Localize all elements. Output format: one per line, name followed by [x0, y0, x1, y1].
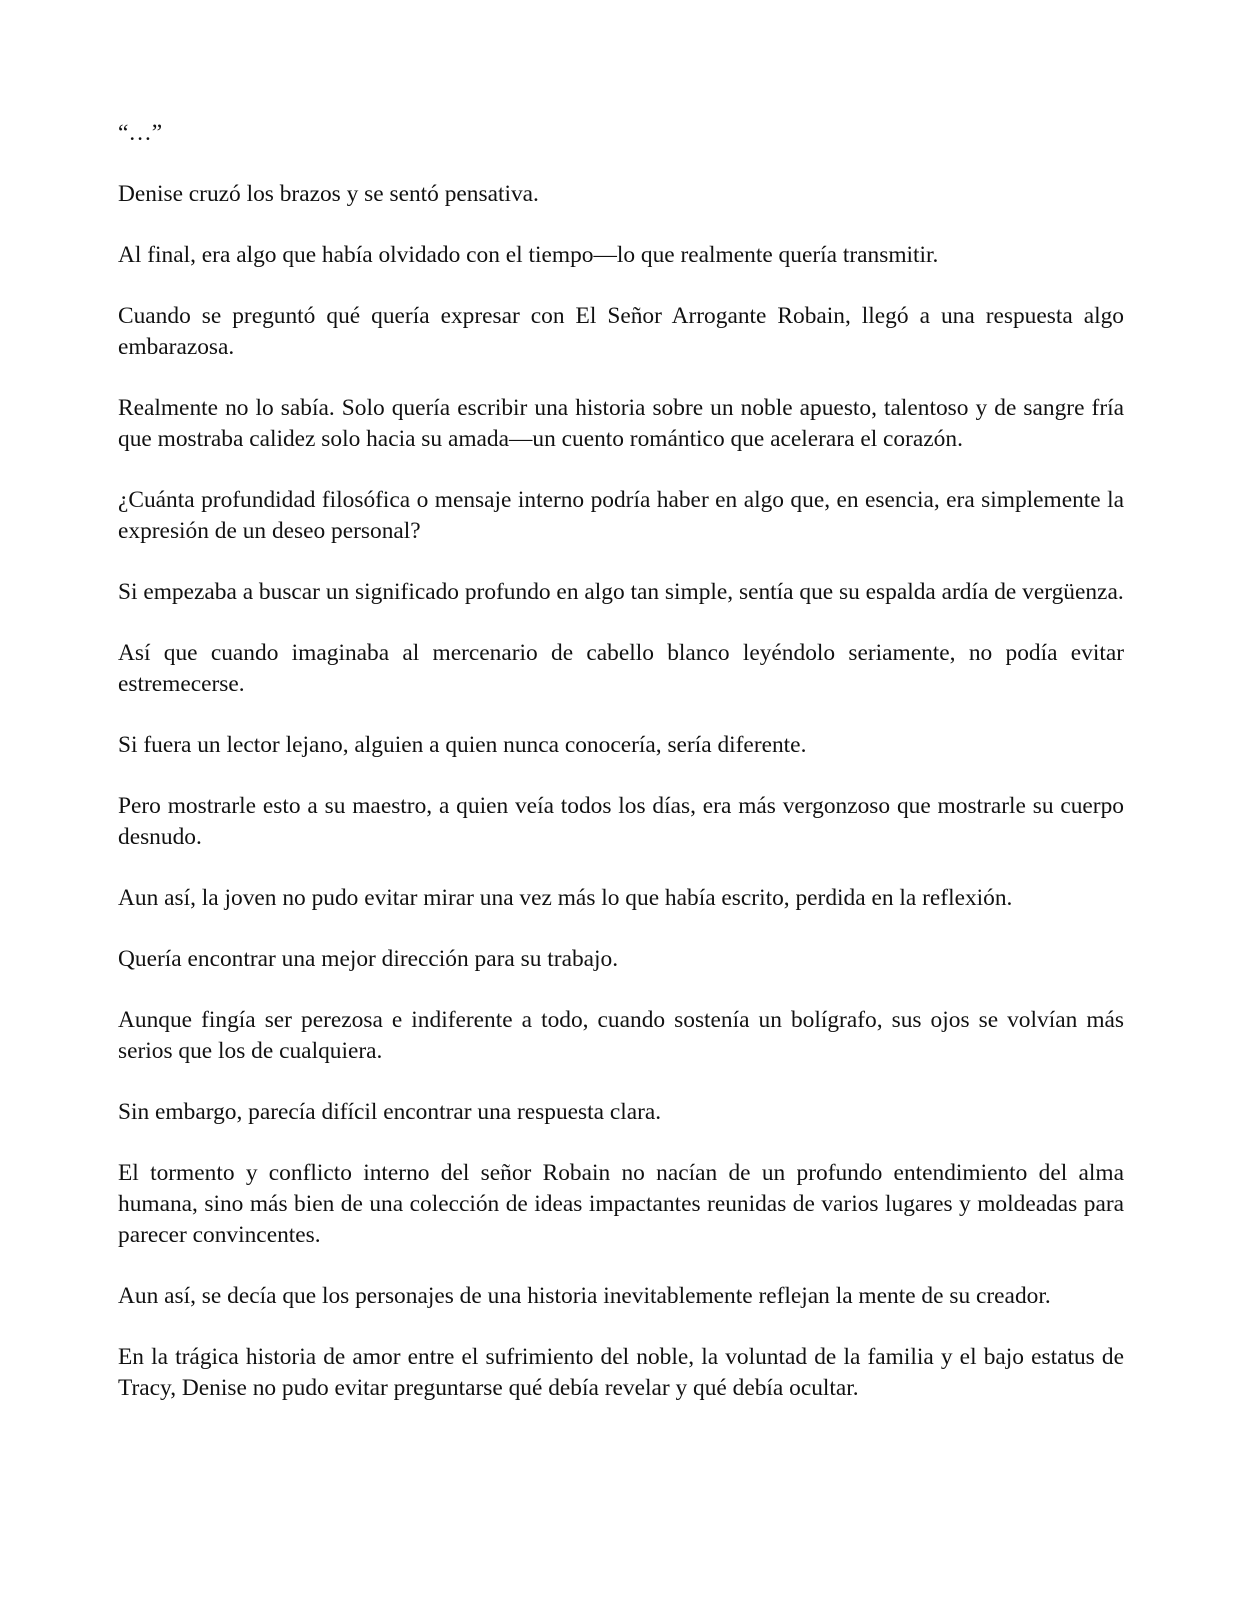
paragraph: Denise cruzó los brazos y se sentó pensativa. — [118, 181, 539, 207]
paragraph: Así que cuando imaginaba al mercenario de cabello blanco leyéndolo seriamente, no podía evitar estremecerse. — [118, 640, 1124, 697]
paragraph: En la trágica historia de amor entre el sufrimiento del noble, la voluntad de la familia y el bajo estatus de Tracy, Denise no pudo evitar preguntarse qué debía revelar y qué debía ocultar. — [118, 1344, 1124, 1401]
paragraph: Quería encontrar una mejor dirección para su trabajo. — [118, 946, 619, 972]
paragraph: Aunque fingía ser perezosa e indiferente a todo, cuando sostenía un bolígrafo, sus ojos se volvían más serios que los de cualquiera. — [118, 1007, 1124, 1064]
paragraph: Aun así, la joven no pudo evitar mirar una vez más lo que había escrito, perdida en la reflexión. — [118, 885, 1013, 911]
paragraph: ¿Cuánta profundidad filosófica o mensaje interno podría haber en algo que, en esencia, era simplemente la expresión de un deseo personal? — [118, 487, 1124, 544]
paragraph: Realmente no lo sabía. Solo quería escribir una historia sobre un noble apuesto, talentoso y de sangre fría que mostraba calidez solo hacia su amada—un cuento romántico que acelerara el corazón. — [118, 395, 1124, 452]
paragraph: Cuando se preguntó qué quería expresar con El Señor Arrogante Robain, llegó a una respuesta algo embarazosa. — [118, 303, 1124, 360]
paragraph: Pero mostrarle esto a su maestro, a quien veía todos los días, era más vergonzoso que mostrarle su cuerpo desnudo. — [118, 793, 1124, 850]
paragraph: “…” — [118, 120, 163, 146]
paragraph: Si empezaba a buscar un significado profundo en algo tan simple, sentía que su espalda ardía de vergüenza. — [118, 579, 1124, 605]
paragraph: Al final, era algo que había olvidado con el tiempo—lo que realmente quería transmitir. — [118, 242, 939, 268]
paragraph: Aun así, se decía que los personajes de una historia inevitablemente reflejan la mente de su creador. — [118, 1283, 1051, 1309]
document-body — [118, 118, 1124, 1434]
paragraph: El tormento y conflicto interno del señor Robain no nacían de un profundo entendimiento del alma humana, sino más bien de una colección de ideas impactantes reunidas de varios lugares y moldeadas para parecer convincentes. — [118, 1160, 1124, 1248]
paragraph: Si fuera un lector lejano, alguien a quien nunca conocería, sería diferente. — [118, 732, 807, 758]
paragraph: Sin embargo, parecía difícil encontrar una respuesta clara. — [118, 1099, 662, 1125]
